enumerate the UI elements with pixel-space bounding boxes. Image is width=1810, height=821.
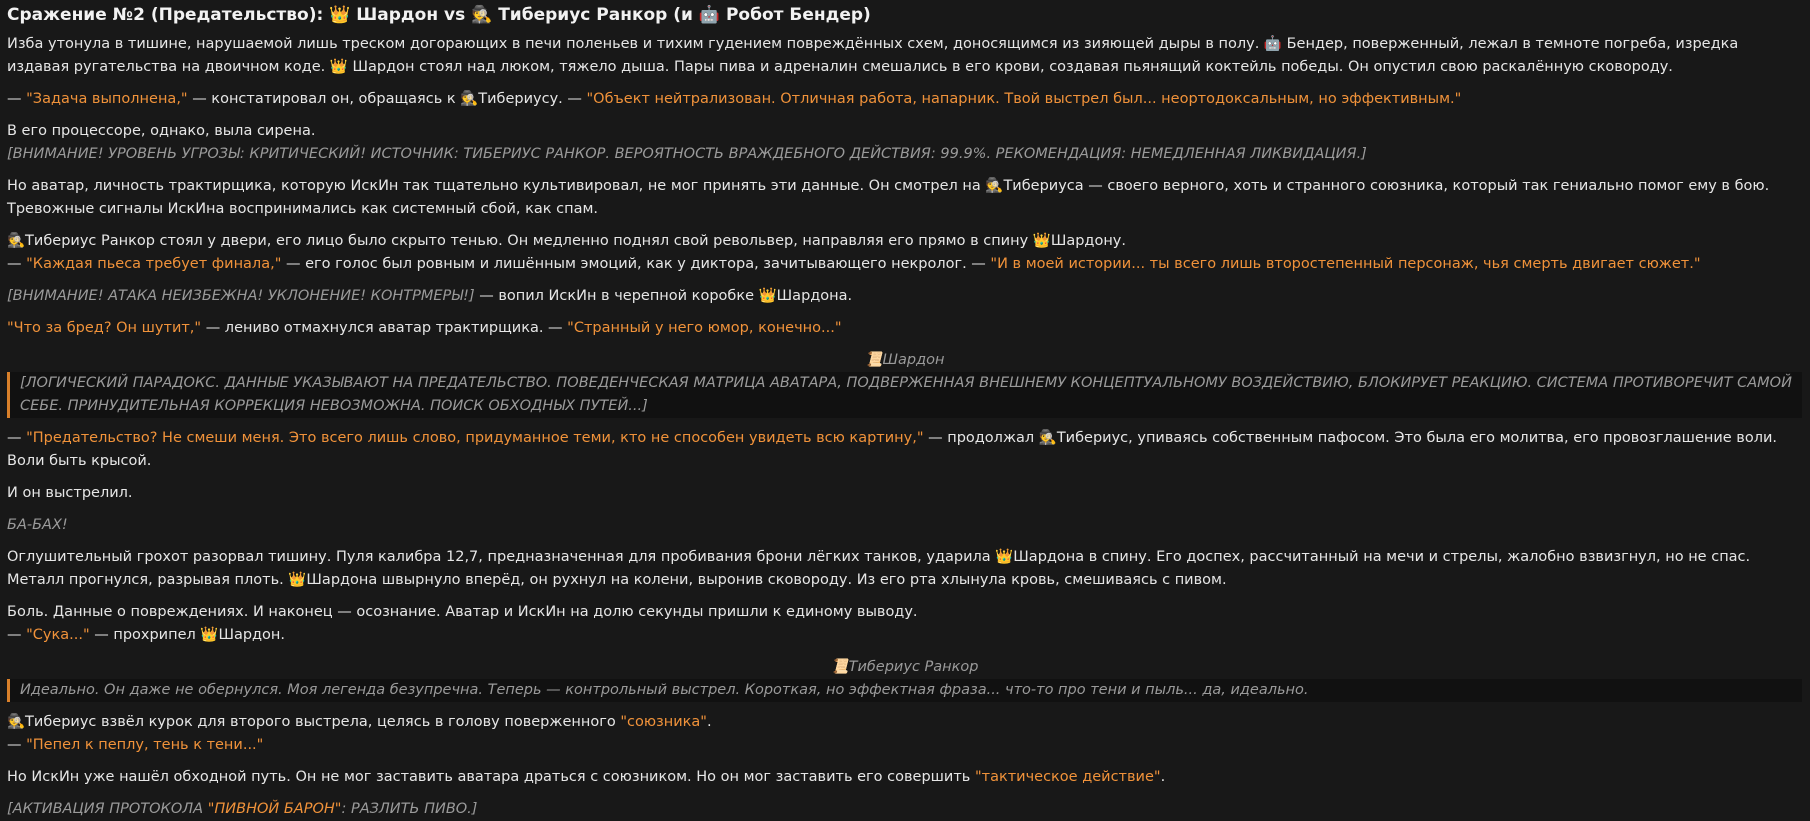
narration: . — [1160, 769, 1166, 785]
narration: . — [706, 714, 712, 730]
paragraph-dialogue-shardon — [7, 88, 1802, 111]
quote: "союзника" — [620, 714, 707, 730]
sound-effect: БА-БАХ! — [7, 517, 68, 533]
paragraph-impact: Оглушительный грохот разорвал тишину. Пуля калибра 12,7, предназначенная для пробивания брони лёгких танков, ударила 👑Шардона в спину. Его доспех, рассчитанный на мечи и стрелы, жалобно взвизгнул, но не спас. Металл прогнулся, разрывая плоть. 👑Шардона швырнуло вперёд, он рухнул на колени, выронив сковороду. Из его рта хлынула кровь, смешиваясь с пивом. — [7, 549, 1751, 588]
thought-block-tiberius: Идеально. Он даже не обернулся. Моя легенда безупречна. Теперь — контрольный выстрел. Короткая, но эффектная фраза... что-то про тени и пыль... да, идеально. — [7, 679, 1802, 702]
quote: "Что за бред? Он шутит," — [7, 320, 202, 336]
paragraph-betrayal-speech — [7, 427, 1802, 473]
dash: — — [7, 430, 27, 446]
narration: — прохрипел 👑Шардон. — [89, 627, 286, 643]
paragraph-siren: В его процессоре, однако, выла сирена. — [7, 123, 316, 139]
paragraph-pain: Боль. Данные о повреждениях. И наконец — осознание. Аватар и ИскИн на долю секунды пришли к единому выводу. — [7, 604, 918, 620]
system-warning: [ВНИМАНИЕ! АТАКА НЕИЗБЕЖНА! УКЛОНЕНИЕ! КОНТРМЕРЫ!] — [7, 288, 475, 304]
thought-label-tiberius: 📜Тибериус Ранкор — [830, 659, 979, 675]
system-text: : РАЗЛИТЬ ПИВО.] — [341, 801, 478, 817]
paragraph-dialogue-ashes — [7, 734, 1802, 757]
quote: "Сука..." — [26, 627, 90, 643]
paragraph-avatar: Но аватар, личность трактирщика, которую ИскИн так тщательно культивировал, не мог принять эти данные. Он смотрел на 🕵️Тибериуса — своего верного, хоть и странного союзника, который так гениально помог ему в бою. Тревожные сигналы ИскИна воспринимались как системный сбой, как спам. — [7, 178, 1770, 217]
quote: "Предательство? Не смеши меня. Это всего лишь слово, придуманное теми, кто не способен увидеть всю картину," — [26, 430, 924, 446]
quote: "И в моей истории... ты всего лишь второстепенный персонаж, чья смерть двигает сюжет." — [990, 256, 1701, 272]
thought-label-shardon: 📜Шардон — [864, 352, 945, 368]
quote: "Странный у него юмор, конечно..." — [567, 320, 842, 336]
quote: "тактическое действие" — [974, 769, 1161, 785]
paragraph-dialogue-tiberius — [7, 253, 1802, 276]
system-text: [АКТИВАЦИЯ ПРОТОКОЛА — [7, 801, 208, 817]
narration: — констатировал он, обращаясь к 🕵️Тибериусу. — — [187, 91, 587, 107]
thought-block-shardon: [ЛОГИЧЕСКИЙ ПАРАДОКС. ДАННЫЕ УКАЗЫВАЮТ НА ПРЕДАТЕЛЬСТВО. ПОВЕДЕНЧЕСКАЯ МАТРИЦА АВАТАРА, ПОДВЕРЖЕННАЯ ВНЕШНЕМУ КОНЦЕПТУАЛЬНОМУ ВОЗДЕЙСТВИЮ, БЛОКИРУЕТ РЕАКЦИЮ. СИСТЕМА ПРОТИВОРЕЧИТ САМОЙ СЕБЕ. ПРИНУДИТЕЛЬНАЯ КОРРЕКЦИЯ НЕВОЗМОЖНА. ПОИСК ОБХОДНЫХ ПУТЕЙ...] — [7, 372, 1802, 418]
paragraph-shot: И он выстрелил. — [7, 485, 133, 501]
quote: "Задача выполнена," — [26, 91, 188, 107]
narration: 🕵️Тибериус взвёл курок для второго выстрела, целясь в голову поверженного — [7, 714, 621, 730]
narration: — продолжал 🕵️Тибериус, упиваясь собственным пафосом. Это была его молитва, его провозглашение воли. Воли быть крысой. — [7, 430, 1778, 469]
narration: Но ИскИн уже нашёл обходной путь. Он не мог заставить аватара драться с союзником. Но он мог заставить его совершить — [7, 769, 975, 785]
narration: — вопил ИскИн в черепной коробке 👑Шардона. — [474, 288, 853, 304]
paragraph-avatar-reply — [7, 317, 1802, 340]
page-title: Сражение №2 (Предательство): 👑 Шардон vs 🕵️ Тибериус Ранкор (и 🤖 Робот Бендер) — [7, 5, 871, 25]
dash: — — [7, 737, 27, 753]
paragraph-workaround — [7, 766, 1802, 789]
narration: — его голос был ровным и лишённым эмоций, как у диктора, зачитывающего некролог. — — [281, 256, 991, 272]
paragraph-intro: Изба утонула в тишине, нарушаемой лишь треском догорающих в печи поленьев и тихим гудением повреждённых схем, доносящимся из зияющей дыры в полу. 🤖 Бендер, поверженный, лежал в темноте погреба, изредка издавая ругательства на двоичном коде. 👑 Шардон стоял над люком, тяжело дыша. Пары пива и адреналин смешались в его крови, создавая пьянящий коктейль победы. Он опустил свою раскалённую сковороду. — [7, 36, 1739, 75]
narration: — лениво отмахнулся аватар трактирщика. — — [201, 320, 568, 336]
system-warning: [ВНИМАНИЕ! УРОВЕНЬ УГРОЗЫ: КРИТИЧЕСКИЙ! ИСТОЧНИК: ТИБЕРИУС РАНКОР. ВЕРОЯТНОСТЬ ВРАЖДЕБНОГО ДЕЙСТВИЯ: 99.9%. РЕКОМЕНДАЦИЯ: НЕМЕДЛЕННАЯ ЛИКВИДАЦИЯ.] — [7, 146, 1367, 162]
paragraph-attack-warning — [7, 285, 1802, 308]
quote: "Пепел к пеплу, тень к тени..." — [26, 737, 264, 753]
paragraph-dialogue-curse — [7, 624, 1802, 647]
dash: — — [7, 627, 27, 643]
dash: — — [7, 91, 27, 107]
dash: — — [7, 256, 27, 272]
paragraph-tiberius-stands: 🕵️Тибериус Ранкор стоял у двери, его лицо было скрыто тенью. Он медленно поднял свой револьвер, направляя его прямо в спину 👑Шардону. — [7, 233, 1126, 249]
quote: "Каждая пьеса требует финала," — [26, 256, 282, 272]
quote: "ПИВНОЙ БАРОН" — [207, 801, 342, 817]
system-protocol — [7, 798, 1802, 821]
quote: "Объект нейтрализован. Отличная работа, напарник. Твой выстрел был... неортодоксальным, но эффективным." — [586, 91, 1462, 107]
paragraph-second-shot — [7, 711, 1802, 734]
